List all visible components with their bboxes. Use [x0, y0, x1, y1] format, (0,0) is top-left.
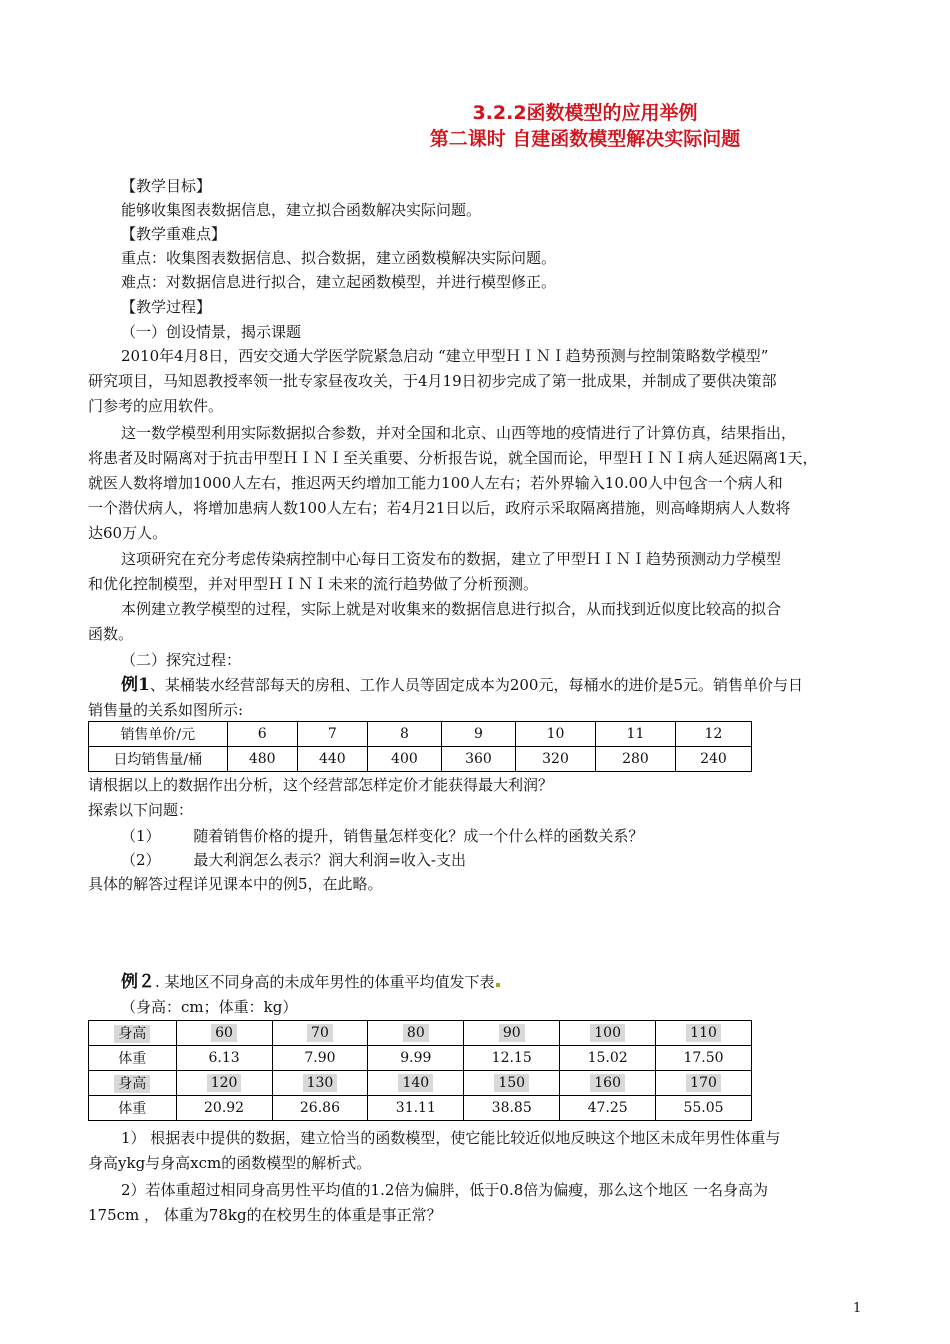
- table-cell: 7: [297, 722, 367, 747]
- goal-heading: 【教学目标】: [121, 177, 212, 195]
- table-cell: 47.25: [560, 1096, 656, 1121]
- cell-text: 100: [590, 1024, 625, 1042]
- table-cell: 日均销售量/桶: [89, 747, 228, 772]
- table-cell: [89, 1021, 177, 1046]
- example1-label: 例1: [121, 675, 150, 695]
- table-cell: 31.11: [368, 1096, 464, 1121]
- example1-line1: [121, 675, 803, 695]
- example2-line1: [121, 972, 501, 992]
- table-cell: 15.02: [560, 1046, 656, 1071]
- cell-text: 160: [590, 1074, 625, 1092]
- table-cell: [272, 1021, 368, 1046]
- table-cell: 体重: [89, 1046, 177, 1071]
- cell-text: 60: [211, 1024, 237, 1042]
- para1-line3: 门参考的应用软件。: [88, 397, 224, 415]
- para4-line1: 本例建立教学模型的过程，实际上就是对收集来的数据信息进行拟合，从而找到近似度比较高的拟合: [121, 600, 782, 618]
- question-2: [121, 850, 466, 870]
- question-1: [121, 826, 643, 846]
- table-cell: [464, 1021, 560, 1046]
- table-cell: [656, 1021, 752, 1046]
- question-2-number: （2）: [121, 851, 161, 869]
- cell-text: 120: [207, 1074, 242, 1092]
- table-row: [89, 1096, 752, 1121]
- table-cell: 6.13: [176, 1046, 272, 1071]
- price-sales-table: [88, 721, 752, 772]
- part2-heading: （二）探究过程：: [121, 651, 242, 669]
- goal-text: 能够收集图表数据信息，建立拟合函数解决实际问题。: [121, 201, 482, 219]
- title-line-2: 第二课时 自建函数模型解决实际问题: [429, 128, 741, 150]
- table-cell: 400: [367, 747, 441, 772]
- example2-q2-line1: 2）若体重超过相同身高男性平均值的1.2倍为偏胖，低于0.8倍为偏瘦，那么这个地区 一名身高为: [121, 1181, 769, 1199]
- table-cell: 12.15: [464, 1046, 560, 1071]
- question-2-text: 最大利润怎么表示？润大利润=收入-支出: [193, 851, 466, 869]
- cell-text: 150: [494, 1074, 529, 1092]
- cell-text: 140: [398, 1074, 433, 1092]
- cell-text: 90: [499, 1024, 525, 1042]
- table-cell: 8: [367, 722, 441, 747]
- para1-line1: 2010年4月8日，西安交通大学医学院紧急启动 “建立甲型ＨＩＮＩ趋势预测与控制策略数学模型”: [121, 347, 769, 365]
- cell-text: 70: [307, 1024, 333, 1042]
- table-cell: 240: [675, 747, 751, 772]
- explore-heading: 探索以下问题：: [88, 801, 194, 819]
- table-cell: [368, 1071, 464, 1096]
- table-cell: 体重: [89, 1096, 177, 1121]
- table-cell: 26.86: [272, 1096, 368, 1121]
- para2-line4: 一个潜伏病人，将增加患病人数100人左右；若4月21日以后，政府示采取隔离措施，则高峰期病人人数将: [88, 499, 791, 517]
- table-cell: 12: [675, 722, 751, 747]
- table-row: [89, 1021, 752, 1046]
- example2-q2-line2: 175cm ， 体重为78kg的在校男生的体重是事正常？: [88, 1206, 442, 1224]
- table-row: [89, 1071, 752, 1096]
- key-heading: 【教学重难点】: [121, 225, 227, 243]
- question-1-text: 随着销售价格的提升，销售量怎样变化？成一个什么样的函数关系？: [193, 827, 644, 845]
- table-cell: 10: [516, 722, 596, 747]
- table-cell: [89, 1071, 177, 1096]
- table-cell: [272, 1071, 368, 1096]
- table-cell: [464, 1071, 560, 1096]
- table-cell: 7.90: [272, 1046, 368, 1071]
- edit-mark-icon: [496, 983, 500, 987]
- example1-text: 、某桶装水经营部每天的房租、工作人员等固定成本为200元，每桶水的进价是5元。销售单价与日: [149, 676, 804, 694]
- table-cell: 280: [595, 747, 675, 772]
- table-cell: 9.99: [368, 1046, 464, 1071]
- table-cell: [176, 1071, 272, 1096]
- table-row: [89, 722, 752, 747]
- table-cell: 销售单价/元: [89, 722, 228, 747]
- table-row: [89, 1046, 752, 1071]
- table-cell: 38.85: [464, 1096, 560, 1121]
- table-cell: 11: [595, 722, 675, 747]
- table-cell: 20.92: [176, 1096, 272, 1121]
- para2-line3: 就医人数将增加1000人左右，推迟两天约增加工能力100人左右；若外界输入10.00人中包含一个病人和: [88, 474, 783, 492]
- example2-label: 例２: [121, 972, 155, 992]
- para1-line2: 研究项目，马知恩教授率领一批专家昼夜攻关，于4月19日初步完成了第一批成果，并制成了要供决策部: [88, 372, 777, 390]
- para4-line2: 函数。: [88, 625, 134, 643]
- table-cell: 6: [227, 722, 297, 747]
- table-cell: [368, 1021, 464, 1046]
- cell-text: 身高: [114, 1025, 150, 1043]
- question-1-number: （1）: [121, 827, 161, 845]
- example2-text: . 某地区不同身高的未成年男性的体重平均值发下表: [155, 973, 495, 991]
- solution-note: 具体的解答过程详见课本中的例5，在此略。: [88, 875, 383, 893]
- key-point: 重点：收集图表数据信息、拟合数据，建立函数模解决实际问题。: [121, 249, 557, 267]
- table-cell: [560, 1071, 656, 1096]
- cell-text: 80: [403, 1024, 429, 1042]
- page-number: 1: [853, 1301, 862, 1316]
- table-cell: 440: [297, 747, 367, 772]
- cell-text: 身高: [114, 1075, 150, 1093]
- table-cell: [560, 1021, 656, 1046]
- para2-line5: 达60万人。: [88, 524, 168, 542]
- example2-q1-line2: 身高ykg与身高xcm的函数模型的解析式。: [88, 1154, 372, 1172]
- cell-text: 110: [686, 1024, 721, 1042]
- example1-question: 请根据以上的数据作出分析，这个经营部怎样定价才能获得最大利润？: [88, 776, 554, 794]
- part1-heading: （一）创设情景，揭示课题: [121, 323, 302, 341]
- cell-text: 130: [303, 1074, 338, 1092]
- para3-line2: 和优化控制模型，并对甲型ＨＩＮＩ未来的流行趋势做了分析预测。: [88, 575, 539, 593]
- para3-line1: 这项研究在充分考虑传染病控制中心每日工资发布的数据，建立了甲型ＨＩＮＩ趋势预测动力学模型: [121, 550, 782, 568]
- para2-line2: 将患者及时隔离对于抗击甲型ＨＩＮＩ至关重要、分析报告说，就全国而论，甲型ＨＩＮＩ病人延迟隔离1天，: [88, 449, 818, 467]
- table-cell: 17.50: [656, 1046, 752, 1071]
- difficulty: 难点：对数据信息进行拟合，建立起函数模型，并进行模型修正。: [121, 273, 557, 291]
- table-cell: 9: [441, 722, 515, 747]
- table-cell: [176, 1021, 272, 1046]
- example2-q1-line1: 1） 根据表中提供的数据，建立恰当的函数模型，使它能比较近似地反映这个地区未成年男性体重与: [121, 1129, 781, 1147]
- table-cell: 360: [441, 747, 515, 772]
- table-cell: [656, 1071, 752, 1096]
- height-weight-table: [88, 1020, 752, 1121]
- example1-line2: 销售量的关系如图所示:: [88, 701, 244, 719]
- cell-text: 170: [686, 1074, 721, 1092]
- table-cell: 480: [227, 747, 297, 772]
- table-row: [89, 747, 752, 772]
- process-heading: 【教学过程】: [121, 298, 212, 316]
- table-cell: 55.05: [656, 1096, 752, 1121]
- table-cell: 320: [516, 747, 596, 772]
- title-line-1: 3.2.2函数模型的应用举例: [472, 102, 698, 124]
- para2-line1: 这一数学模型利用实际数据拟合参数，并对全国和北京、山西等地的疫情进行了计算仿真，结果指出，: [121, 424, 797, 442]
- example2-units: （身高：cm；体重：kg）: [121, 998, 298, 1016]
